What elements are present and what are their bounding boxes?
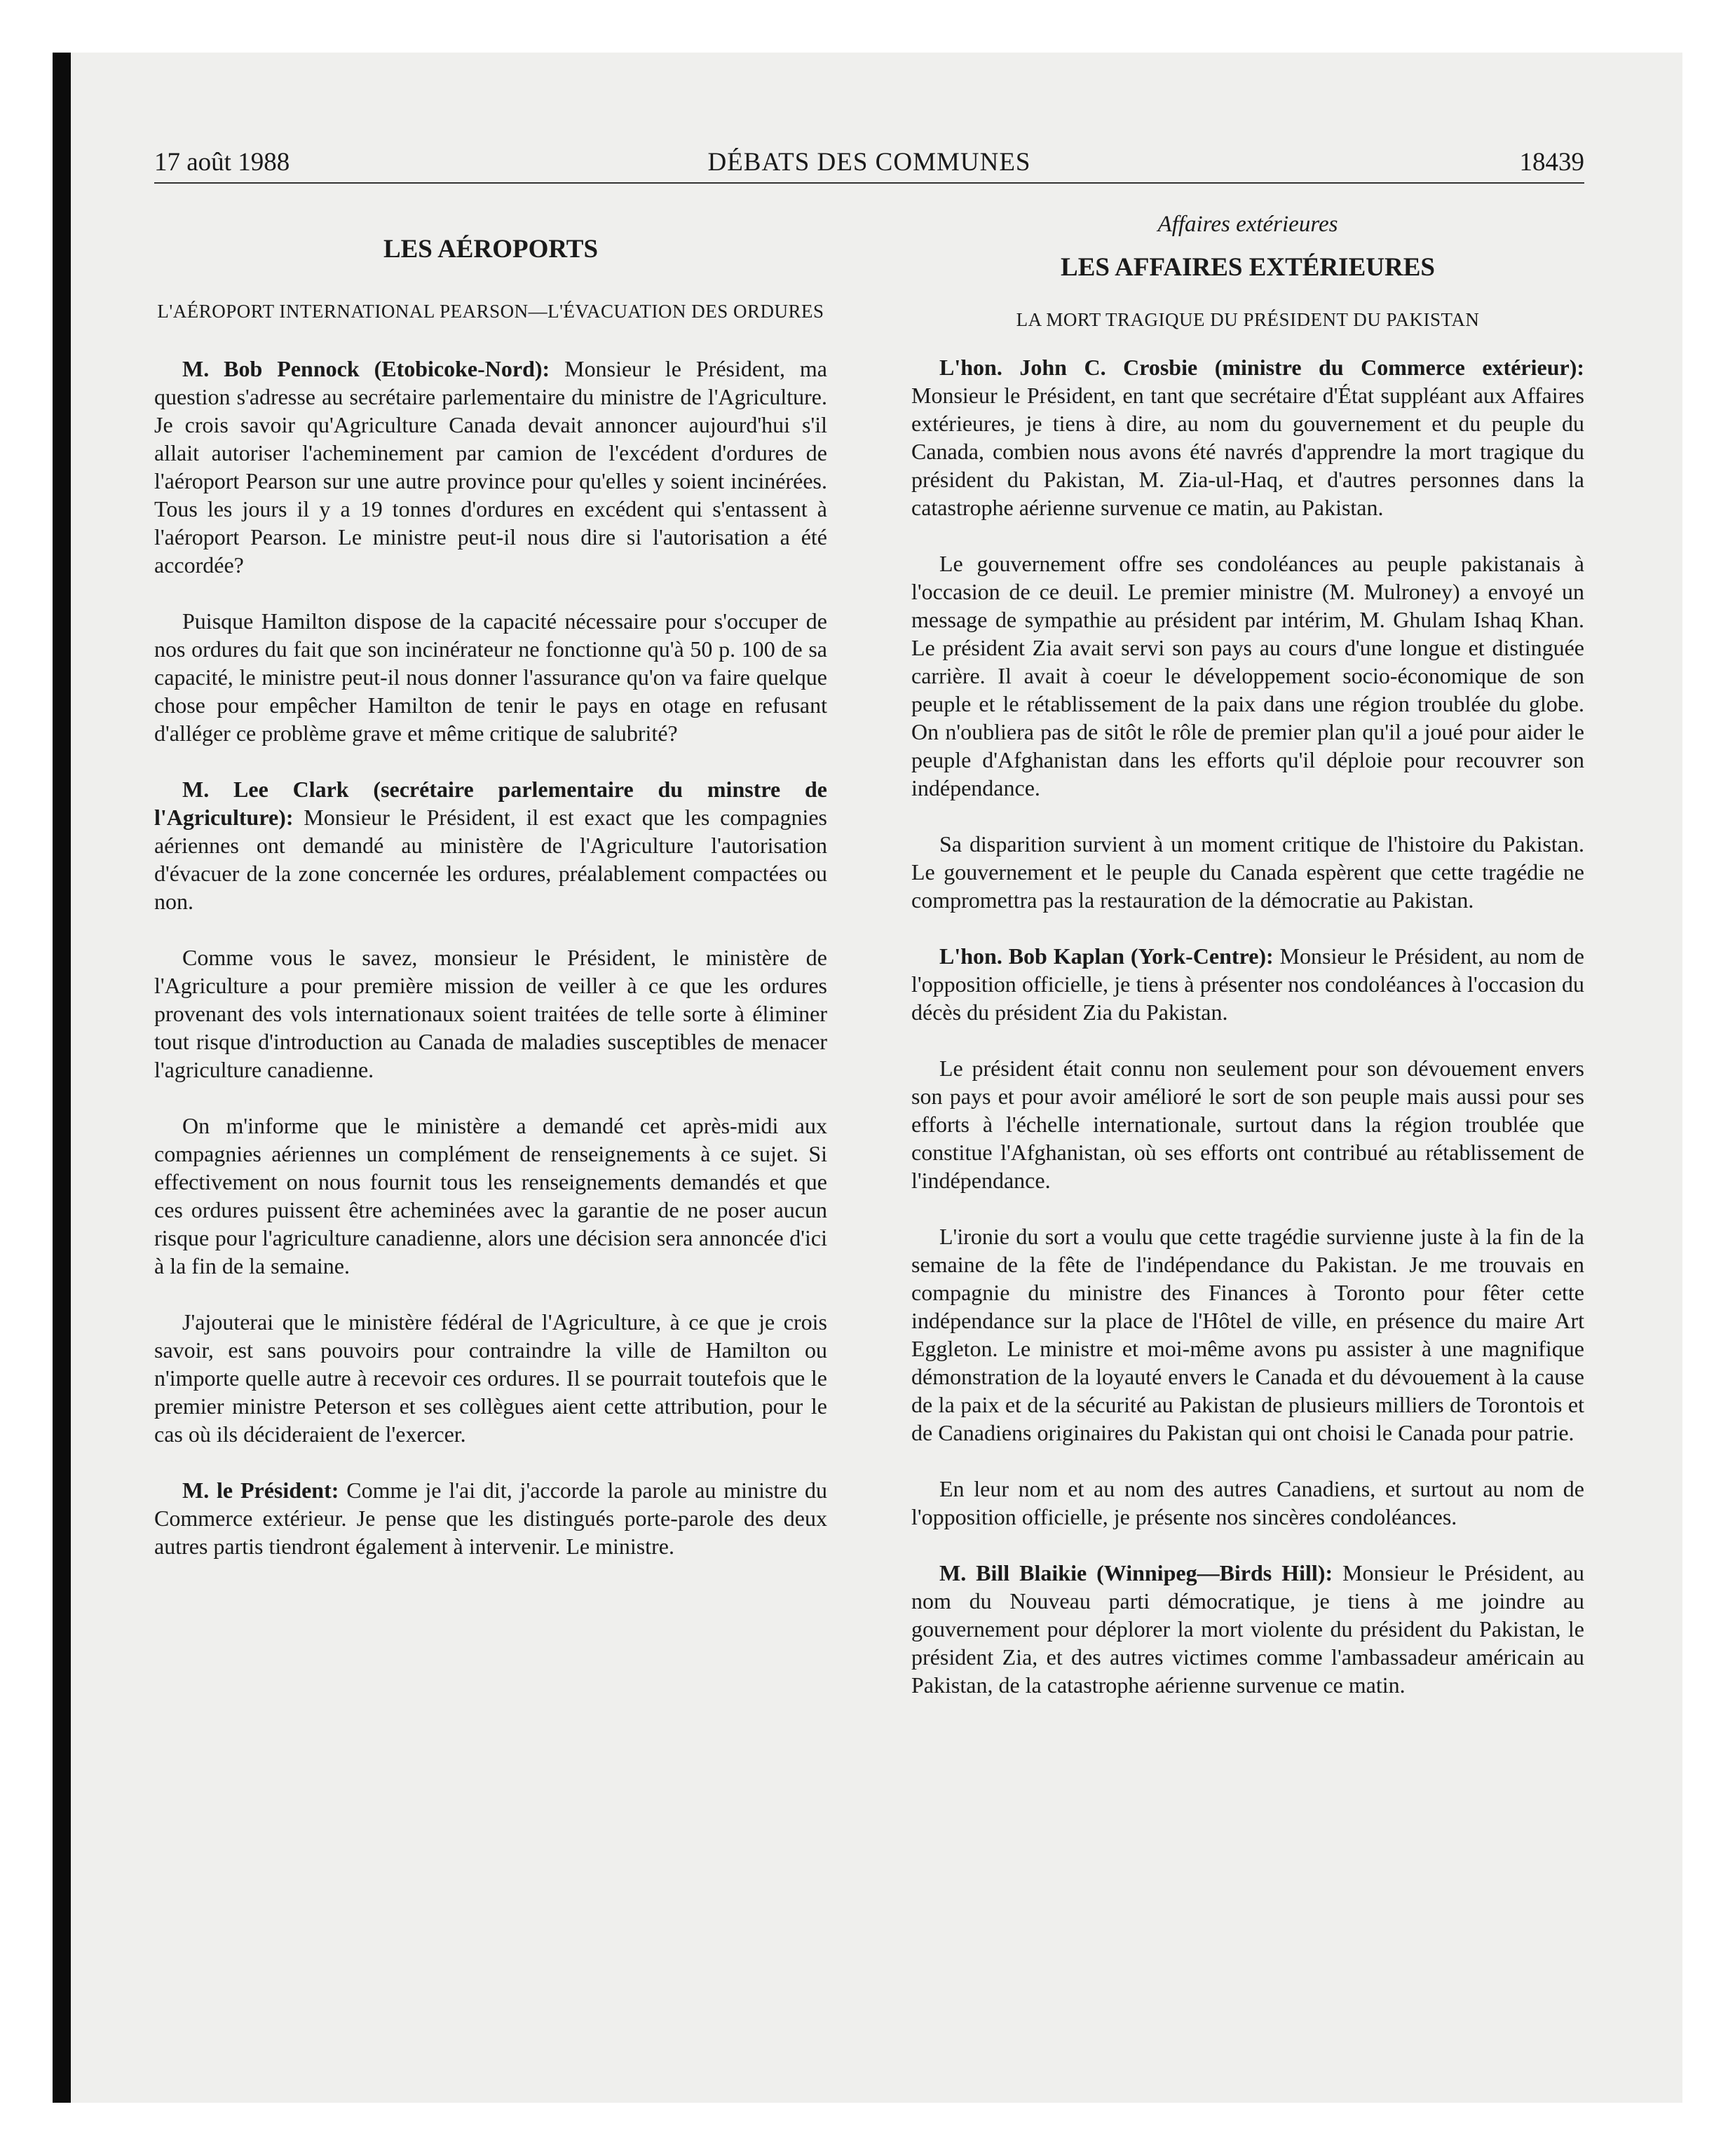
speaker-name: M. Bill Blaikie (Winnipeg—Birds Hill): — [939, 1560, 1333, 1585]
paragraph — [911, 830, 1584, 914]
paragraph — [911, 550, 1584, 802]
paragraph — [154, 1308, 827, 1448]
paragraph — [154, 1476, 827, 1560]
paragraph-text: Comme je l'ai dit, j'accorde la parole au ministre du Commerce extérieur. Je pense que les distingués porte-parole des deux autres partis tiendront également à intervenir. Le ministre. — [154, 1478, 828, 1559]
paragraph — [154, 1112, 827, 1280]
paragraph-text: Le président était connu non seulement pour son dévouement envers son pays et pour avoir amélioré le sort de son peuple mais aussi pour ses efforts à l'échelle internationale, surtout dans la région troublée que constitue l'Afghanistan, où ses efforts ont contribué au rétablissement de l'indépendance. — [911, 1056, 1584, 1193]
speaker-name: M. Bob Pennock (Etobicoke-Nord): — [182, 356, 550, 381]
paragraph-text: Monsieur le Président, au nom de l'opposition officielle, je tiens à présenter nos condoléances à l'occasion du décès du président Zia du Pakistan. — [911, 943, 1584, 1025]
speaker-name: M. le Président: — [182, 1478, 339, 1503]
paragraph — [911, 1475, 1584, 1531]
paragraph-text: Puisque Hamilton dispose de la capacité nécessaire pour s'occuper de nos ordures du fait que son incinérateur ne fonctionne qu'à 50 p. 100 de sa capacité, le ministre peut-il nous donner l'assurance qu'on va faire quelque chose pour empêcher Hamilton de tenir le pays en otage en refusant d'alléger ce problème grave et même critique de salubrité? — [154, 608, 827, 746]
speaker-name: L'hon. Bob Kaplan (York-Centre): — [939, 943, 1274, 969]
paragraph-text: Monsieur le Président, ma question s'adresse au secrétaire parlementaire du ministre de l'Agriculture. Je crois savoir qu'Agriculture Canada devait annoncer aujourd'hui s'il allait autoriser l'acheminement par camion de l'excédent d'ordures de l'aéroport Pearson sur une autre province pour qu'elles y soient incinérées. Tous les jours il y a 19 tonnes d'ordures en excédent qui s'entassent à l'aéroport Pearson. Le ministre peut-il nous dire si l'autorisation a été accordée? — [154, 356, 828, 578]
section-heading: LES AÉROPORTS — [383, 235, 599, 264]
paragraph — [911, 1222, 1584, 1447]
paragraph — [911, 942, 1584, 1026]
document-page — [154, 147, 1584, 2040]
paragraph-text: Monsieur le Président, il est exact que les compagnies aériennes ont demandé au ministère de l'Agriculture l'autorisation d'évacuer de la zone concernée les ordures, préalablement compactées ou non. — [154, 805, 827, 914]
speaker-name: L'hon. John C. Crosbie (ministre du Commerce extérieur): — [939, 355, 1584, 380]
section-heading: LES AFFAIRES EXTÉRIEURES — [1061, 253, 1435, 282]
header-date: 17 août 1988 — [154, 148, 290, 177]
speaker-name: M. Lee Clark (secrétaire parlementaire du minstre de l'Agriculture): — [154, 777, 827, 830]
paragraph — [154, 775, 827, 915]
right-column — [911, 210, 1584, 1727]
section-subheading: L'AÉROPORT INTERNATIONAL PEARSON—L'ÉVACUATION DES ORDURES — [157, 301, 824, 322]
paragraph-text: Sa disparition survient à un moment critique de l'histoire du Pakistan. Le gouvernement et le peuple du Canada espèrent que cette tragédie ne compromettra pas la restauration de la démocratie au Pakistan. — [911, 831, 1584, 913]
paragraph-text: Le gouvernement offre ses condoléances au peuple pakistanais à l'occasion de ce deuil. Le premier ministre (M. Mulroney) a envoyé un message de sympathie au président par intérim, M. Ghulam Ishaq Khan. Le président Zia avait servi son pays au cours d'une longue et distinguée carrière. Il avait à coeur le développement socio-économique de son peuple et le rétablissement de la paix dans une région troublée du globe. On n'oubliera pas de sitôt le rôle de premier plan qu'il a joué pour aider le peuple d'Afghanistan dans les efforts qu'il déploie pour recouvrer son indépendance. — [911, 551, 1584, 800]
paragraph-text: En leur nom et au nom des autres Canadiens, et surtout au nom de l'opposition officielle, je présente nos sincères condoléances. — [911, 1476, 1584, 1529]
paragraph-text: J'ajouterai que le ministère fédéral de l'Agriculture, à ce que je crois savoir, est sans pouvoirs pour contraindre la ville de Hamilton ou n'importe quelle autre à recevoir ces ordures. Il se pourrait toutefois que le premier ministre Peterson et ses collègues aient cette attribution, pour le cas où ils décideraient de l'exercer. — [154, 1309, 827, 1447]
paragraph-text: L'ironie du sort a voulu que cette tragédie survienne juste à la fin de la semaine de la fête de l'indépendance du Pakistan. Je me trouvais en compagnie du ministre des Finances à Toronto pour fêter cette indépendance sur la place de l'Hôtel de ville, en présence du maire Art Eggleton. Le ministre et moi-même avons pu assister à une magnifique démonstration de la loyauté envers le Canada et du dévouement à la cause de la paix et de la sécurité au Pakistan de plusieurs milliers de Torontois et de Canadiens originaires du Pakistan qui ont choisi le Canada pour patrie. — [911, 1224, 1584, 1445]
paragraph-text: Monsieur le Président, en tant que secrétaire d'État suppléant aux Affaires extérieures, je tiens à dire, au nom du gouvernement et du peuple du Canada, combien nous avons été navrés d'apprendre la mort tragique du président du Pakistan, M. Zia-ul-Haq, et d'autres personnes dans la catastrophe aérienne survenue ce matin, au Pakistan. — [911, 383, 1584, 520]
page-header — [154, 147, 1584, 184]
left-column — [154, 210, 827, 1588]
paragraph-text: Monsieur le Président, au nom du Nouveau parti démocratique, je tiens à me joindre au gouvernement pour déplorer la mort violente du président du Pakistan, le président Zia, et des autres victimes comme l'ambassadeur américain au Pakistan, de la catastrophe aérienne survenue ce matin. — [911, 1560, 1585, 1698]
running-head: Affaires extérieures — [1157, 212, 1338, 237]
section-subheading: LA MORT TRAGIQUE DU PRÉSIDENT DU PAKISTAN — [1016, 309, 1480, 330]
paragraph — [154, 943, 827, 1084]
paragraph — [154, 607, 827, 747]
paragraph — [154, 355, 827, 579]
paragraph-text: Comme vous le savez, monsieur le Président, le ministère de l'Agriculture a pour première mission de veiller à ce que les ordures provenant des vols internationaux soient traitées de telle sorte à éliminer tout risque d'introduction au Canada de maladies susceptibles de menacer l'agriculture canadienne. — [154, 945, 827, 1082]
scan-edge-bar — [53, 53, 71, 2103]
paragraph-text: On m'informe que le ministère a demandé cet après-midi aux compagnies aériennes un complément de renseignements à ce sujet. Si effectivement on nous fournit tous les renseignements demandés et que ces ordures puissent être acheminées avec la garantie de ne poser aucun risque pour l'agriculture canadienne, alors une décision sera annoncée d'ici à la fin de la semaine. — [154, 1113, 827, 1278]
paragraph — [911, 353, 1584, 521]
header-title: DÉBATS DES COMMUNES — [707, 148, 1031, 177]
paragraph — [911, 1054, 1584, 1194]
paragraph — [911, 1559, 1584, 1699]
header-page-number: 18439 — [1519, 148, 1584, 177]
